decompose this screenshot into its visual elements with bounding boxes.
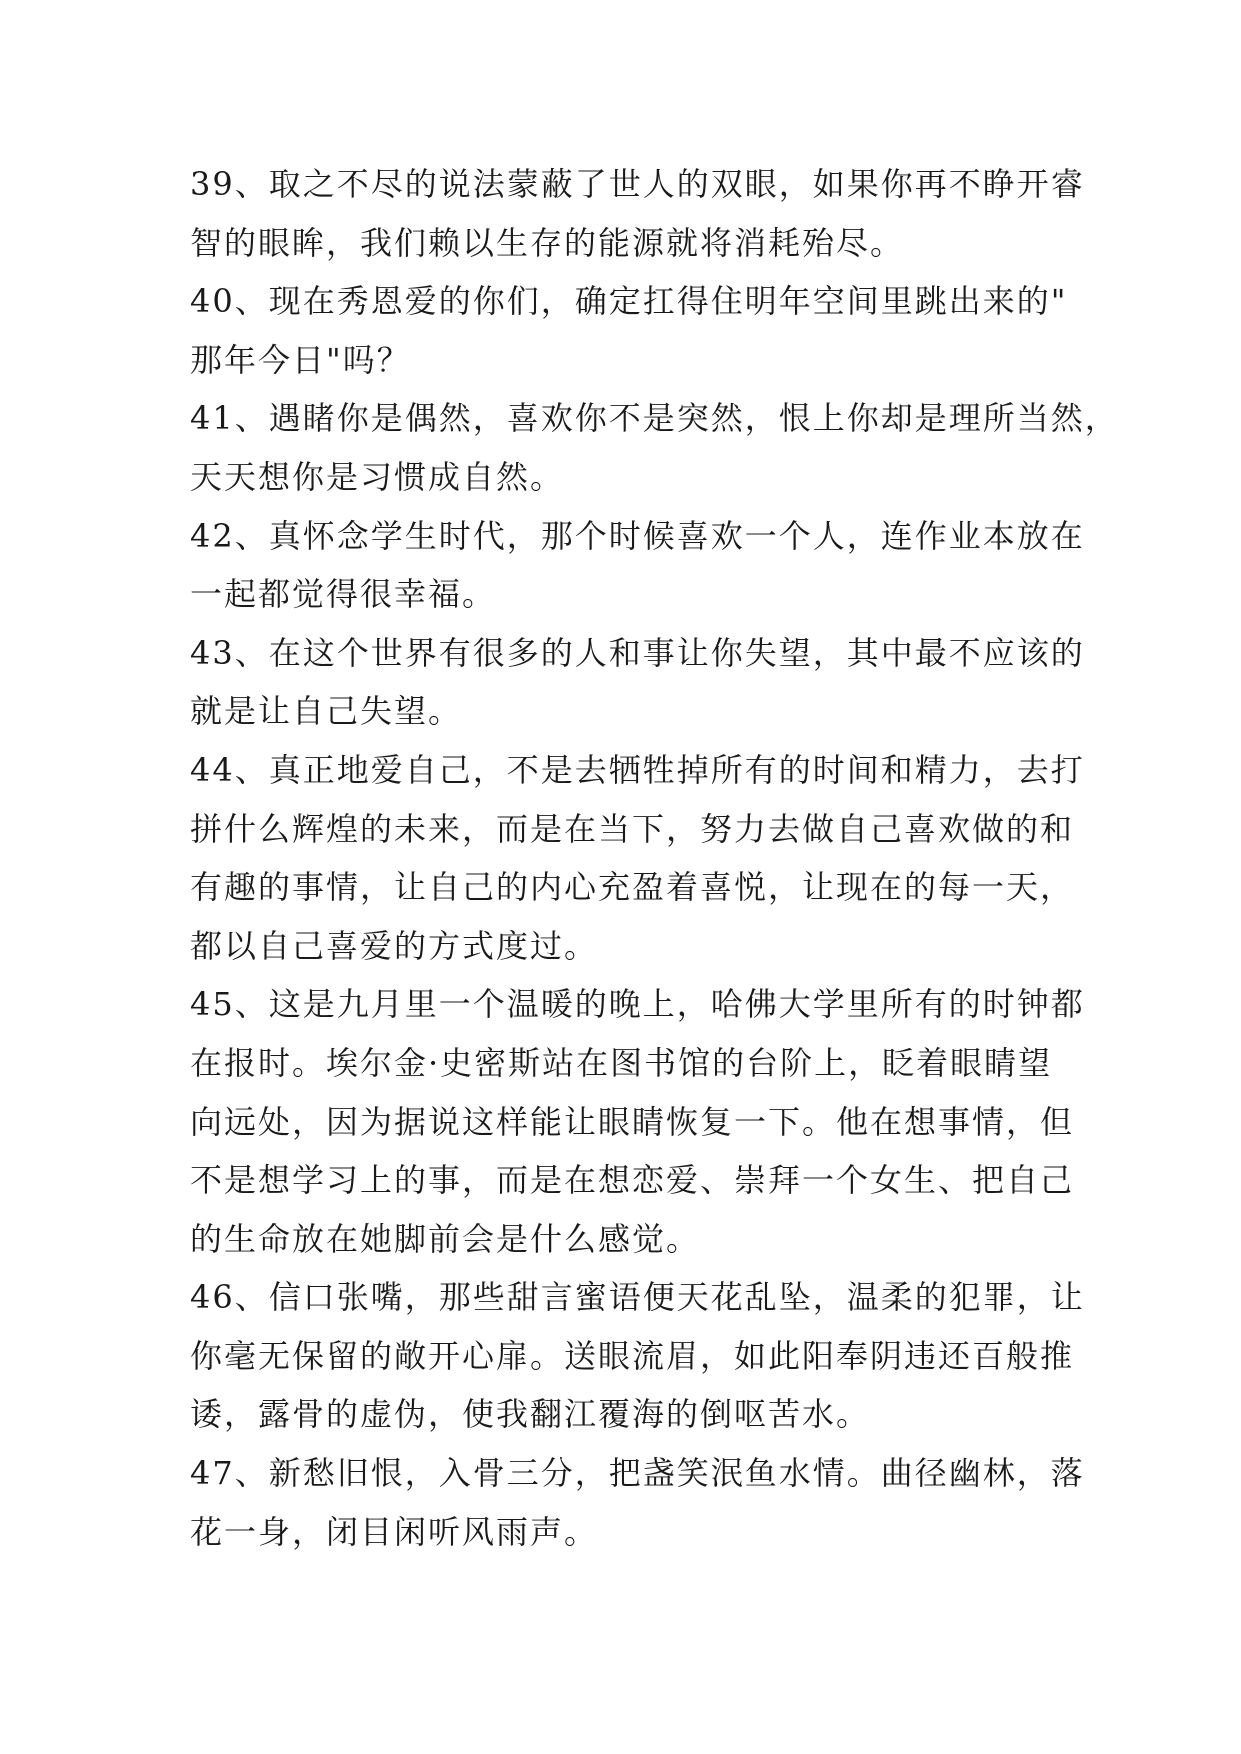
text-line: 41、遇睹你是偶然，喜欢你不是突然，恨上你却是理所当然， [190, 399, 1119, 438]
text-line: 39、取之不尽的说法蒙蔽了世人的双眼，如果你再不睁开睿 [190, 165, 1085, 203]
text-line: 43、在这个世界有很多的人和事让你失望，其中最不应该的 [190, 633, 1085, 672]
text-line: 你毫无保留的敞开心扉。送眼流眉，如此阳奉阴违还百般推 [190, 1336, 1075, 1375]
text-line: 都以自己喜爱的方式度过。 [190, 926, 599, 965]
text-line: 在报时。埃尔金·史密斯站在图书馆的台阶上，眨着眼睛望 [190, 1043, 1053, 1082]
text-line: 向远处，因为据说这样能让眼睛恢复一下。他在想事情，但 [190, 1102, 1075, 1141]
text-line: 拼什么辉煌的未来，而是在当下，努力去做自己喜欢做的和 [190, 809, 1075, 848]
text-line: 诿，露骨的虚伪，使我翻江覆海的倒呕苦水。 [190, 1395, 871, 1434]
text-line: 44、真正地爱自己，不是去牺牲掉所有的时间和精力，去打 [190, 750, 1085, 789]
text-line: 46、信口张嘴，那些甜言蜜语便天花乱坠，温柔的犯罪，让 [190, 1278, 1085, 1317]
text-line: 42、真怀念学生时代，那个时候喜欢一个人，连作业本放在 [190, 516, 1085, 555]
text-line: 一起都觉得很幸福。 [190, 575, 497, 614]
text-line: 47、新愁旧恨，入骨三分，把盏笑泯鱼水情。曲径幽林，落 [190, 1454, 1085, 1493]
text-line: 的生命放在她脚前会是什么感觉。 [190, 1219, 701, 1258]
text-line: 不是想学习上的事，而是在想恋爱、崇拜一个女生、把自己 [190, 1161, 1075, 1200]
document-body [190, 155, 1119, 1561]
text-line: 45、这是九月里一个温暖的晚上，哈佛大学里所有的时钟都 [190, 985, 1085, 1024]
text-line: 有趣的事情，让自己的内心充盈着喜悦，让现在的每一天， [190, 868, 1075, 907]
text-line: 智的眼眸，我们赖以生存的能源就将消耗殆尽。 [190, 223, 905, 262]
text-line: 那年今日"吗？ [190, 340, 411, 379]
text-line: 就是让自己失望。 [190, 692, 463, 731]
text-line: 40、现在秀恩爱的你们，确定扛得住明年空间里跳出来的" [190, 282, 1068, 321]
text-line: 花一身，闭目闲听风雨声。 [190, 1512, 599, 1551]
text-line: 天天想你是习惯成自然。 [190, 457, 565, 496]
